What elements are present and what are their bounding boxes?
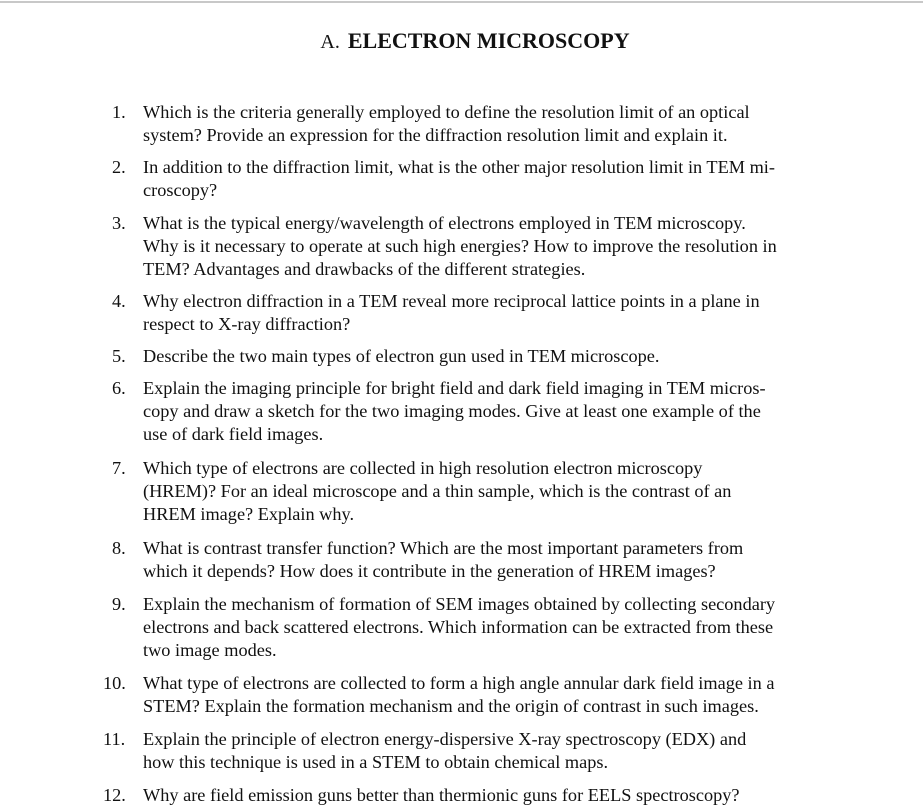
section-prefix: A. (320, 31, 340, 53)
question-number: 2. (112, 157, 126, 177)
question-line: two image modes. (143, 640, 277, 660)
question-line: HREM image? Explain why. (143, 504, 355, 524)
question-text (143, 156, 852, 202)
question-line: croscopy? (143, 180, 218, 200)
question-line: Describe the two main types of electron gun used in TEM microscope. (143, 346, 660, 366)
question-line: TEM? Advantages and drawbacks of the different strategies. (143, 259, 586, 279)
question-text (143, 212, 852, 281)
question-line: What is the typical energy/wavelength of electrons employed in TEM microscopy. (143, 213, 746, 233)
question-item (112, 212, 852, 281)
question-line: use of dark field images. (143, 424, 324, 444)
question-line: (HREM)? For an ideal microscope and a thin sample, which is the contrast of an (143, 481, 732, 501)
question-line: Explain the principle of electron energy-dispersive X-ray spectroscopy (EDX) and (143, 729, 747, 749)
question-text (143, 377, 852, 446)
question-number: 11. (103, 729, 126, 749)
question-item (103, 728, 852, 774)
question-line: Why are field emission guns better than thermionic guns for EELS spectroscopy? (143, 785, 740, 805)
section-heading (0, 28, 923, 54)
question-line: copy and draw a sketch for the two imaging modes. Give at least one example of the (143, 401, 761, 421)
question-number: 9. (112, 594, 126, 614)
question-number: 7. (112, 458, 126, 478)
question-line: Why electron diffraction in a TEM reveal more reciprocal lattice points in a plane in (143, 291, 760, 311)
question-item (112, 290, 852, 336)
question-item (112, 537, 852, 583)
question-text (143, 593, 852, 662)
question-line: Which type of electrons are collected in high resolution electron microscopy (143, 458, 703, 478)
question-number: 3. (112, 213, 126, 233)
question-item (112, 377, 852, 446)
question-text (143, 728, 852, 774)
question-number: 12. (103, 785, 126, 805)
question-text (143, 345, 852, 368)
question-text (143, 457, 852, 526)
question-line: respect to X-ray diffraction? (143, 314, 351, 334)
question-line: which it depends? How does it contribute in the generation of HREM images? (143, 561, 716, 581)
question-text (143, 537, 852, 583)
question-line: electrons and back scattered electrons. Which information can be extracted from these (143, 617, 774, 637)
question-item (112, 345, 852, 368)
question-item (103, 672, 852, 718)
question-text (143, 290, 852, 336)
question-item (112, 156, 852, 202)
question-line: In addition to the diffraction limit, what is the other major resolution limit in TEM mi- (143, 157, 775, 177)
question-number: 6. (112, 378, 126, 398)
question-number: 5. (112, 346, 126, 366)
question-number: 8. (112, 538, 126, 558)
question-line: What type of electrons are collected to form a high angle annular dark field image in a (143, 673, 775, 693)
question-line: STEM? Explain the formation mechanism and the origin of contrast in such images. (143, 696, 759, 716)
question-line: Explain the imaging principle for bright field and dark field imaging in TEM micros- (143, 378, 766, 398)
question-line: Explain the mechanism of formation of SEM images obtained by collecting secondary (143, 594, 776, 614)
question-item (112, 101, 852, 147)
question-item (112, 593, 852, 662)
question-text (143, 672, 852, 718)
question-text (143, 101, 852, 147)
question-number: 10. (103, 673, 126, 693)
question-line: Why is it necessary to operate at such high energies? How to improve the resolution in (143, 236, 777, 256)
question-number: 4. (112, 291, 126, 311)
page-top-border (0, 1, 923, 3)
question-line: What is contrast transfer function? Which are the most important parameters from (143, 538, 744, 558)
question-text (143, 784, 852, 807)
question-item (103, 784, 852, 807)
section-title: ELECTRON MICROSCOPY (347, 28, 630, 53)
question-line: Which is the criteria generally employed to define the resolution limit of an optical (143, 102, 750, 122)
question-item (112, 457, 852, 526)
question-line: system? Provide an expression for the diffraction resolution limit and explain it. (143, 125, 728, 145)
question-line: how this technique is used in a STEM to obtain chemical maps. (143, 752, 609, 772)
question-number: 1. (112, 102, 126, 122)
